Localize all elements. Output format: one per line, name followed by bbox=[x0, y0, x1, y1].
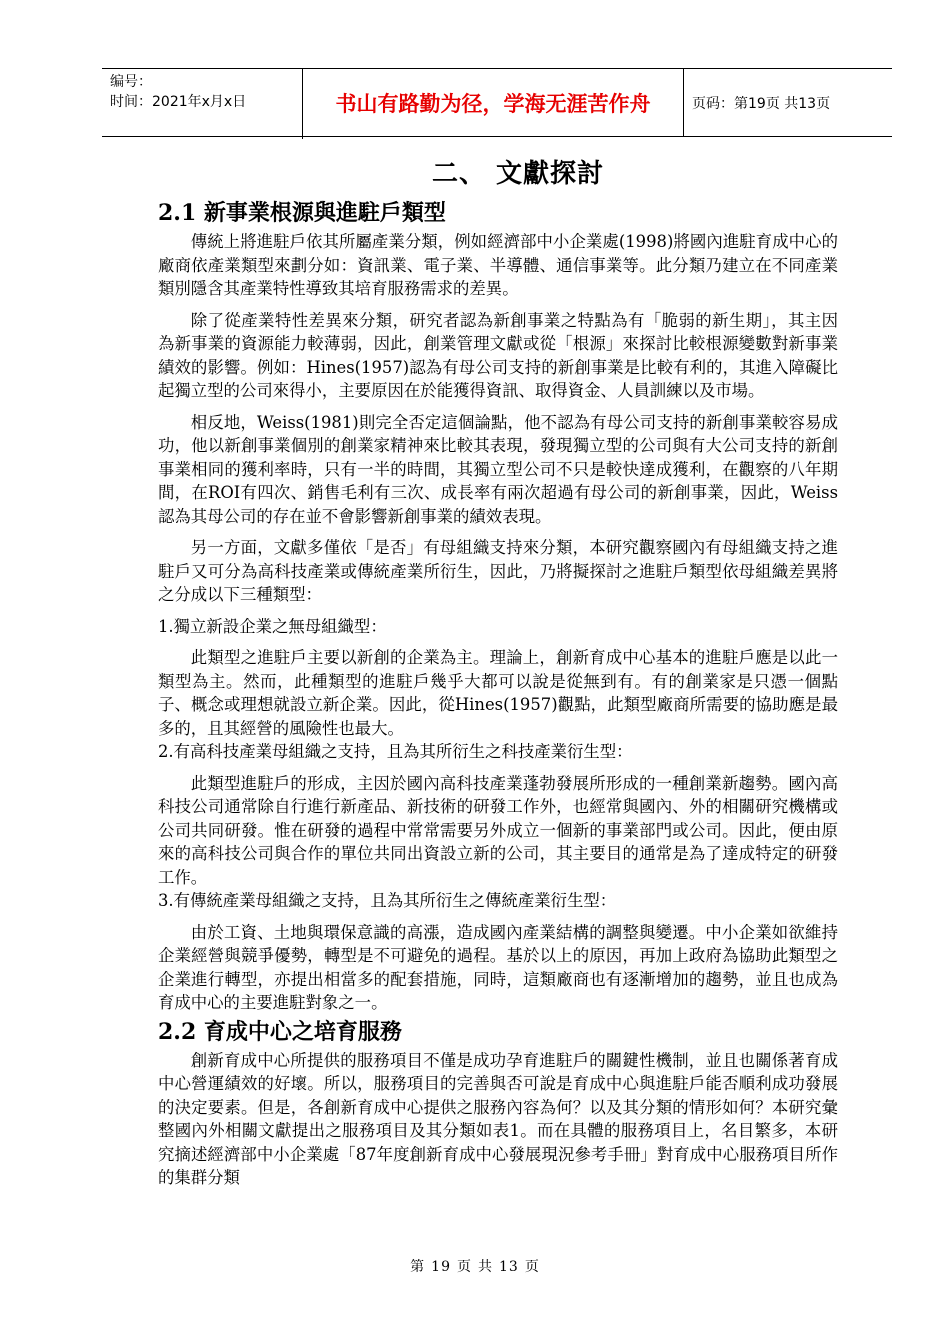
footer-current-page: 19 bbox=[431, 1259, 451, 1275]
header-page-info: 页码：第19页 共13页 bbox=[692, 95, 831, 112]
type-heading-3: 3.有傳統產業母組織之支持，且為其所衍生之傳統產業衍生型： bbox=[158, 891, 617, 910]
paragraph: 相反地，Weiss(1981)則完全否定這個論點，他不認為有母公司支持的新創事業較容易成功，他以新創事業個別的創業家精神來比較其表現，發現獨立型的公司與有大公司支持的新創事業相同的獲利率時，只有一半的時間，其獨立型公司不只是較快達成獲利，在觀察的八年期間，在ROI有四次、銷售毛利有三次、成長率有兩次超過有母公司的新創事業，因此，Weiss認為其母公司的存在並不會影響新創事業的績效表現。 bbox=[158, 412, 838, 526]
header-motto: 书山有路勤为径，学海无涯苦作舟 bbox=[303, 69, 684, 136]
page-header bbox=[102, 68, 892, 137]
footer-part: 页 bbox=[524, 1259, 540, 1275]
chapter-title: 二、 文獻探討 bbox=[431, 159, 605, 189]
paragraph: 另一方面，文獻多僅依「是否」有母組織支持來分類，本研究觀察國內有母組織支持之進駐戶又可分為高科技產業或傳統產業所衍生，因此，乃將擬探討之進駐戶類型依母組織差異將之分成以下三種類型： bbox=[158, 538, 838, 604]
paragraph: 除了從產業特性差異來分類，研究者認為新創事業之特點為有「脆弱的新生期」，其主因為新事業的資源能力較薄弱，因此，創業管理文獻或從「根源」來探討比較根源變數對新事業績效的影響。例如：Hines(1957)認為有母公司支持的新創事業是比較有利的，其進入障礙比起獨立型的公司來得小，主要原因在於能獲得資訊、取得資金、人員訓練以及市場。 bbox=[158, 310, 838, 400]
document-body bbox=[158, 152, 838, 1190]
time-label: 时间：2021年x月x日 bbox=[110, 94, 247, 110]
footer-part: 第 bbox=[410, 1259, 426, 1275]
section-title-2-1: 2.1 新事業根源與進駐戶類型 bbox=[158, 200, 446, 226]
paragraph: 創新育成中心所提供的服務項目不僅是成功孕育進駐戶的關鍵性機制，並且也關係著育成中心營運績效的好壞。所以，服務項目的完善與否可說是育成中心與進駐戶能否順利成功發展的決定要素。但是，各創新育成中心提供之服務內容為何？以及其分類的情形如何？本研究彙整國內外相關文獻提出之服務項目及其分類如表1。而在具體的服務項目上，名目繁多，本研究摘述經濟部中小企業處「87年度創新育成中心發展現況參考手冊」對育成中心服務項目所作的集群分類 bbox=[158, 1050, 838, 1187]
number-label: 编号： bbox=[110, 74, 152, 90]
footer-total-pages: 13 bbox=[499, 1259, 519, 1275]
section-title-2-2: 2.2 育成中心之培育服務 bbox=[158, 1018, 402, 1045]
page-footer bbox=[0, 1256, 950, 1276]
paragraph: 傳統上將進駐戶依其所屬產業分類，例如經濟部中小企業處(1998)將國內進駐育成中心的廠商依產業類型來劃分如：資訊業、電子業、半導體、通信事業等。此分類乃建立在不同產業類別隱含其產業特性導致其培育服務需求的差異。 bbox=[158, 232, 838, 298]
type-heading-2: 2.有高科技產業母組織之支持，且為其所衍生之科技產業衍生型： bbox=[158, 742, 633, 761]
footer-part: 页 bbox=[457, 1259, 472, 1275]
footer-part: 共 bbox=[478, 1259, 493, 1275]
paragraph: 此類型進駐戶的形成，主因於國內高科技產業蓬勃發展所形成的一種創業新趨勢。國內高科技公司通常除自行進行新產品、新技術的研發工作外，也經常與國內、外的相關研究機構或公司共同研發。惟在研發的過程中常常需要另外成立一個新的事業部門或公司。因此，便由原來的高科技公司與合作的單位共同出資設立新的公司，其主要目的通常是為了達成特定的研發工作。 bbox=[158, 773, 838, 887]
paragraph: 由於工資、土地與環保意識的高漲，造成國內產業結構的調整與變遷。中小企業如欲維持企業經營與競爭優勢，轉型是不可避免的過程。基於以上的原因，再加上政府為協助此類型之企業進行轉型，亦提出相當多的配套措施，同時，這類廠商也有逐漸增加的趨勢，並且也成為育成中心的主要進駐對象之一。 bbox=[158, 922, 838, 1012]
paragraph: 此類型之進駐戶主要以新創的企業為主。理論上，創新育成中心基本的進駐戶應是以此一類型為主。然而，此種類型的進駐戶幾乎大都可以說是從無到有。有的創業家是只憑一個點子、概念或理想就設立新企業。因此，從Hines(1957)觀點，此類型廠商所需要的協助應是最多的，且其經營的風險性也最大。 bbox=[158, 648, 838, 738]
header-meta bbox=[102, 69, 303, 139]
type-heading-1: 1.獨立新設企業之無母組織型： bbox=[158, 616, 387, 636]
